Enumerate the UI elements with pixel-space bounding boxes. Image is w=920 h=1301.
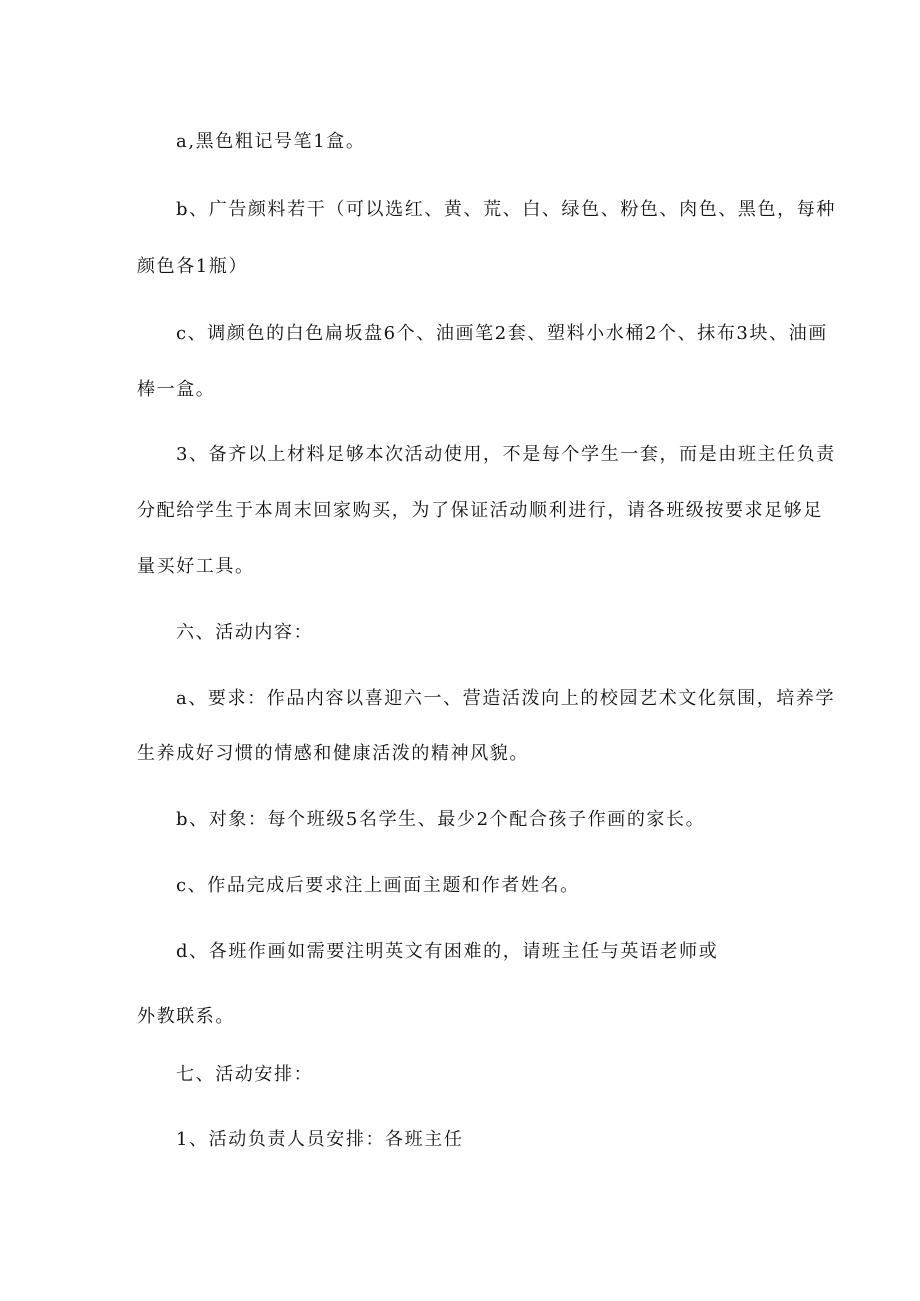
item-a-marker: a,黑色粗记号笔1盒。 [176,131,366,152]
point-3-materials-cont-2: 量买好工具。 [137,556,255,577]
item-b-paint: b、广告颜料若干（可以选红、黄、荒、白、绿色、粉色、肉色、黑色，每种 [176,199,836,220]
item-a-requirements-cont: 生养成好习惯的情感和健康活泼的精神风貌。 [137,743,529,764]
item-a-requirements: a、要求：作品内容以喜迎六一、营造活泼向上的校园艺术文化氛围，培养学 [176,688,836,709]
item-c-tools: c、调颜色的白色扁坂盘6个、油画笔2套、塑料小水桶2个、抹布3块、油画 [176,323,828,344]
point-1-staffing: 1、活动负责人员安排：各班主任 [176,1129,464,1150]
point-3-materials: 3、备齐以上材料足够本次活动使用，不是每个学生一套，而是由班主任负责 [176,444,836,465]
item-d-english-cont: 外教联系。 [137,1006,235,1027]
item-c-labeling: c、作品完成后要求注上画面主题和作者姓名。 [176,875,580,896]
item-b-participants: b、对象：每个班级5名学生、最少2个配合孩子作画的家长。 [176,809,706,830]
item-d-english: d、各班作画如需要注明英文有困难的，请班主任与英语老师或 [176,941,719,962]
point-3-materials-cont-1: 分配给学生于本周末回家购买，为了保证活动顺利进行，请各班级按要求足够足 [137,500,823,521]
section-7-heading: 七、活动安排： [176,1064,314,1085]
item-b-paint-cont: 颜色各1瓶） [137,256,249,277]
section-6-heading: 六、活动内容： [176,622,314,643]
item-c-tools-cont: 棒一盒。 [137,379,216,400]
